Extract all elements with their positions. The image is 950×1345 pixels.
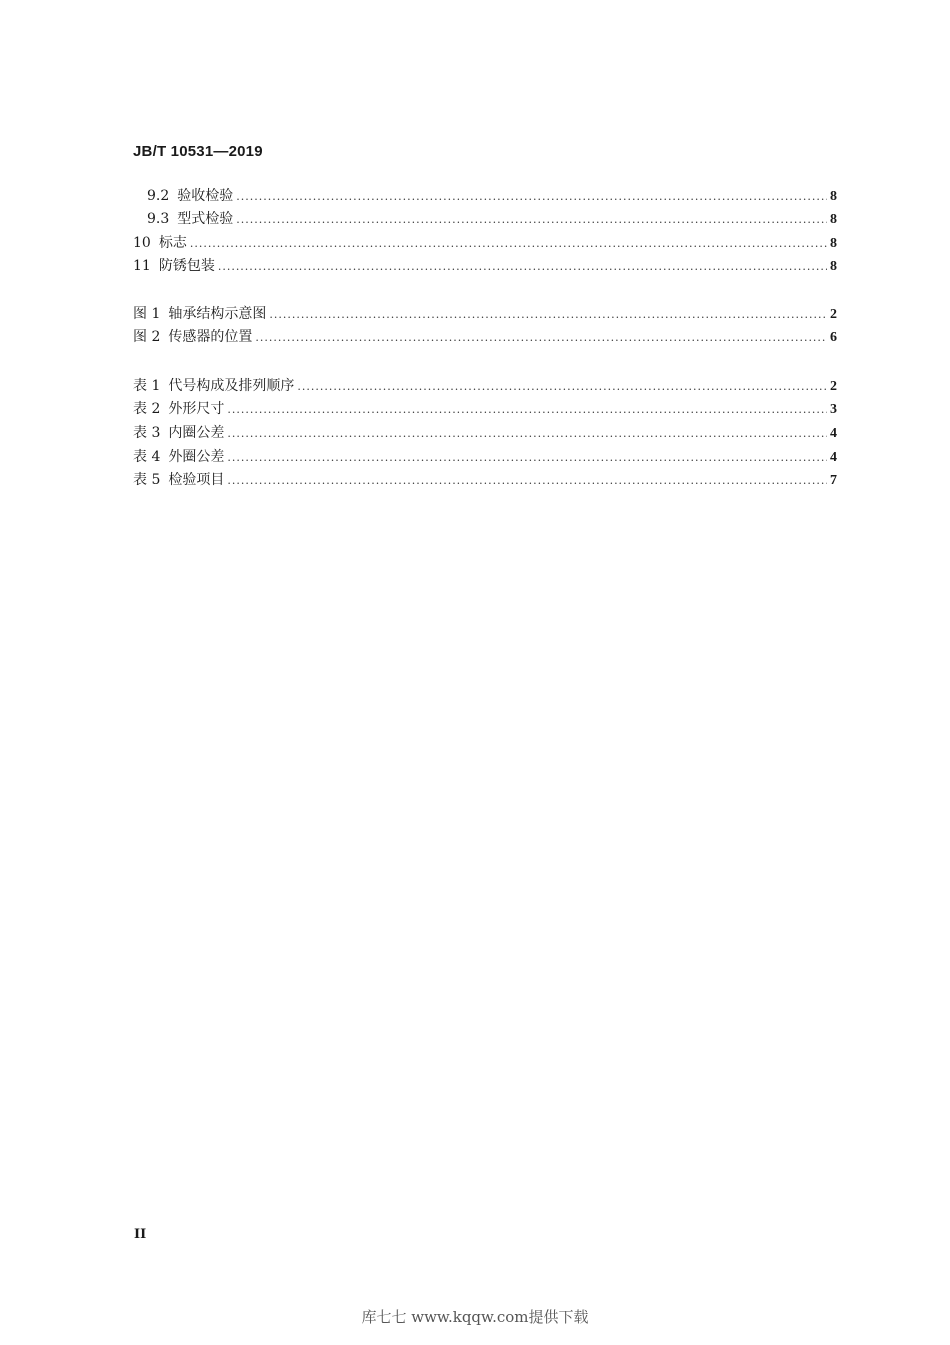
dot-leader xyxy=(255,328,827,348)
toc-entry-number: 表 4 xyxy=(133,449,161,465)
toc-entry-page: 3 xyxy=(830,402,837,417)
toc-entry-page: 6 xyxy=(830,330,837,345)
dot-leader xyxy=(227,400,827,420)
dot-leader xyxy=(227,424,827,444)
toc-entry-title: 检验项目 xyxy=(168,472,225,488)
toc-entry-table-1[interactable] xyxy=(133,376,837,396)
dot-leader xyxy=(218,257,827,277)
toc-entry-page: 4 xyxy=(830,426,837,441)
toc-entry-page: 8 xyxy=(830,212,837,227)
dot-leader xyxy=(236,187,827,207)
toc-entry-figure-2[interactable] xyxy=(133,327,837,347)
toc-entry-page: 4 xyxy=(830,450,837,465)
toc-entry-9-3[interactable] xyxy=(147,209,837,229)
toc-entry-table-2[interactable] xyxy=(133,399,837,419)
toc-entry-number: 11 xyxy=(133,258,151,274)
toc-entry-title: 标志 xyxy=(158,235,187,251)
toc-entry-title: 外形尺寸 xyxy=(168,401,225,417)
toc-entry-number: 图 2 xyxy=(133,329,161,345)
document-id: JB/T 10531—2019 xyxy=(133,143,263,160)
toc-entry-title: 轴承结构示意图 xyxy=(168,306,267,322)
page-folio: II xyxy=(134,1227,147,1242)
dot-leader xyxy=(297,377,827,397)
toc-entry-number: 9.3 xyxy=(147,211,170,227)
toc-entry-title: 传感器的位置 xyxy=(168,329,253,345)
toc-entry-title: 型式检验 xyxy=(177,211,234,227)
toc-entry-11[interactable] xyxy=(133,256,837,276)
toc-entry-page: 8 xyxy=(830,236,837,251)
toc-entry-number: 表 1 xyxy=(133,378,161,394)
toc-entry-page: 2 xyxy=(830,307,837,322)
dot-leader xyxy=(227,471,827,491)
toc-entry-page: 8 xyxy=(830,189,837,204)
toc-entry-figure-1[interactable] xyxy=(133,304,837,324)
toc-entry-table-3[interactable] xyxy=(133,423,837,443)
toc-entry-title: 代号构成及排列顺序 xyxy=(168,378,295,394)
dot-leader xyxy=(236,210,827,230)
dot-leader xyxy=(190,234,827,254)
toc-entry-10[interactable] xyxy=(133,233,837,253)
toc-entry-table-5[interactable] xyxy=(133,470,837,490)
toc-entry-title: 防锈包装 xyxy=(158,258,215,274)
toc-entry-number: 9.2 xyxy=(147,188,170,204)
toc-entry-number: 表 2 xyxy=(133,401,161,417)
toc-entry-page: 7 xyxy=(830,473,837,488)
toc-entry-number: 10 xyxy=(133,235,151,251)
toc-entry-number: 表 3 xyxy=(133,425,161,441)
toc-entry-number: 表 5 xyxy=(133,472,161,488)
dot-leader xyxy=(227,448,827,468)
toc-entry-title: 内圈公差 xyxy=(168,425,225,441)
toc-entry-9-2[interactable] xyxy=(147,186,837,206)
download-source-note: 库七七 www.kqqw.com提供下载 xyxy=(361,1308,589,1326)
toc-entry-table-4[interactable] xyxy=(133,447,837,467)
toc-entry-title: 验收检验 xyxy=(177,188,234,204)
toc-entry-number: 图 1 xyxy=(133,306,161,322)
toc-entry-title: 外圈公差 xyxy=(168,449,225,465)
toc-entry-page: 2 xyxy=(830,379,837,394)
dot-leader xyxy=(269,305,827,325)
toc-entry-page: 8 xyxy=(830,259,837,274)
